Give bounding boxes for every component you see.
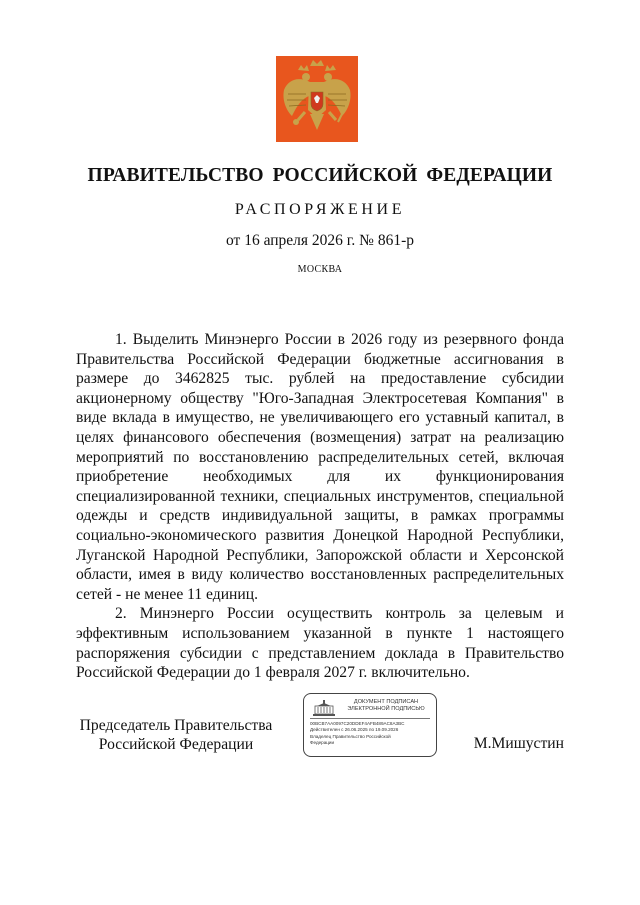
government-building-icon (311, 699, 337, 717)
document-city: МОСКВА (297, 264, 343, 275)
stamp-divider (310, 718, 430, 719)
stamp-heading-line1: ДОКУМЕНТ ПОДПИСАН (353, 699, 419, 705)
electronic-signature-stamp (303, 693, 437, 757)
stamp-details (310, 721, 434, 747)
document-body (76, 330, 564, 683)
paragraph-1: 1. Выделить Минэнерго России в 2026 году из резервного фонда Правительства Российской Федерации бюджетные ассигнования в размере до 3462825 тыс. рублей на предоставление субсидии акционерному обществу "Юго-Западная Электросетевая Компания" в виде вклада в имущество, не увеличивающего его уставный капитал, в целях финансового обеспечения (возмещения) затрат на реализацию мероприятий по восстановлению распределительных сетей, включая приобретение необходимых для их функционирования специализированной техники, специальных инструментов, специальной одежды и средств индивидуальной защиты, в рамках программы социально-экономического развития Донецкой Народной Республики, Луганской Народной Республики, Запорожской области и Херсонской области, имея в виду количество восстановленных распределительных сетей - не менее 11 единиц. (76, 331, 564, 603)
signatory-position-line1: Председатель Правительства (79, 717, 273, 734)
stamp-heading (340, 699, 432, 713)
stamp-owner-line1: Владелец Правительство Российской (310, 733, 391, 739)
signatory-position-line2: Российской Федерации (98, 736, 254, 753)
paragraph-2: 2. Минэнерго России осуществить контроль за целевым и эффективным использованием указанной в пункте 1 настоящего распоряжения субсидии с представлением доклада в Правительство Российской Федерации до 1 февраля 2027 г. включительно. (76, 605, 564, 682)
stamp-owner-line2: Федерации (310, 740, 335, 746)
stamp-certificate: 00BCB7AA0097C20DDEF4AFB489AC8A3BC (310, 721, 405, 726)
document-type: РАСПОРЯЖЕНИЕ (234, 201, 406, 218)
signatory-name: М.Мишустин (473, 735, 564, 752)
signatory-position (76, 716, 276, 754)
stamp-heading-line2: ЭЛЕКТРОННОЙ ПОДПИСЬЮ (347, 706, 425, 712)
stamp-validity: Действителен с 26.06.2025 по 19.09.2026 (310, 727, 399, 733)
coat-of-arms-icon (276, 56, 358, 142)
document-date-number: от 16 апреля 2026 г. № 861-р (226, 232, 414, 249)
government-title: ПРАВИТЕЛЬСТВО РОССИЙСКОЙ ФЕДЕРАЦИИ (87, 165, 553, 186)
